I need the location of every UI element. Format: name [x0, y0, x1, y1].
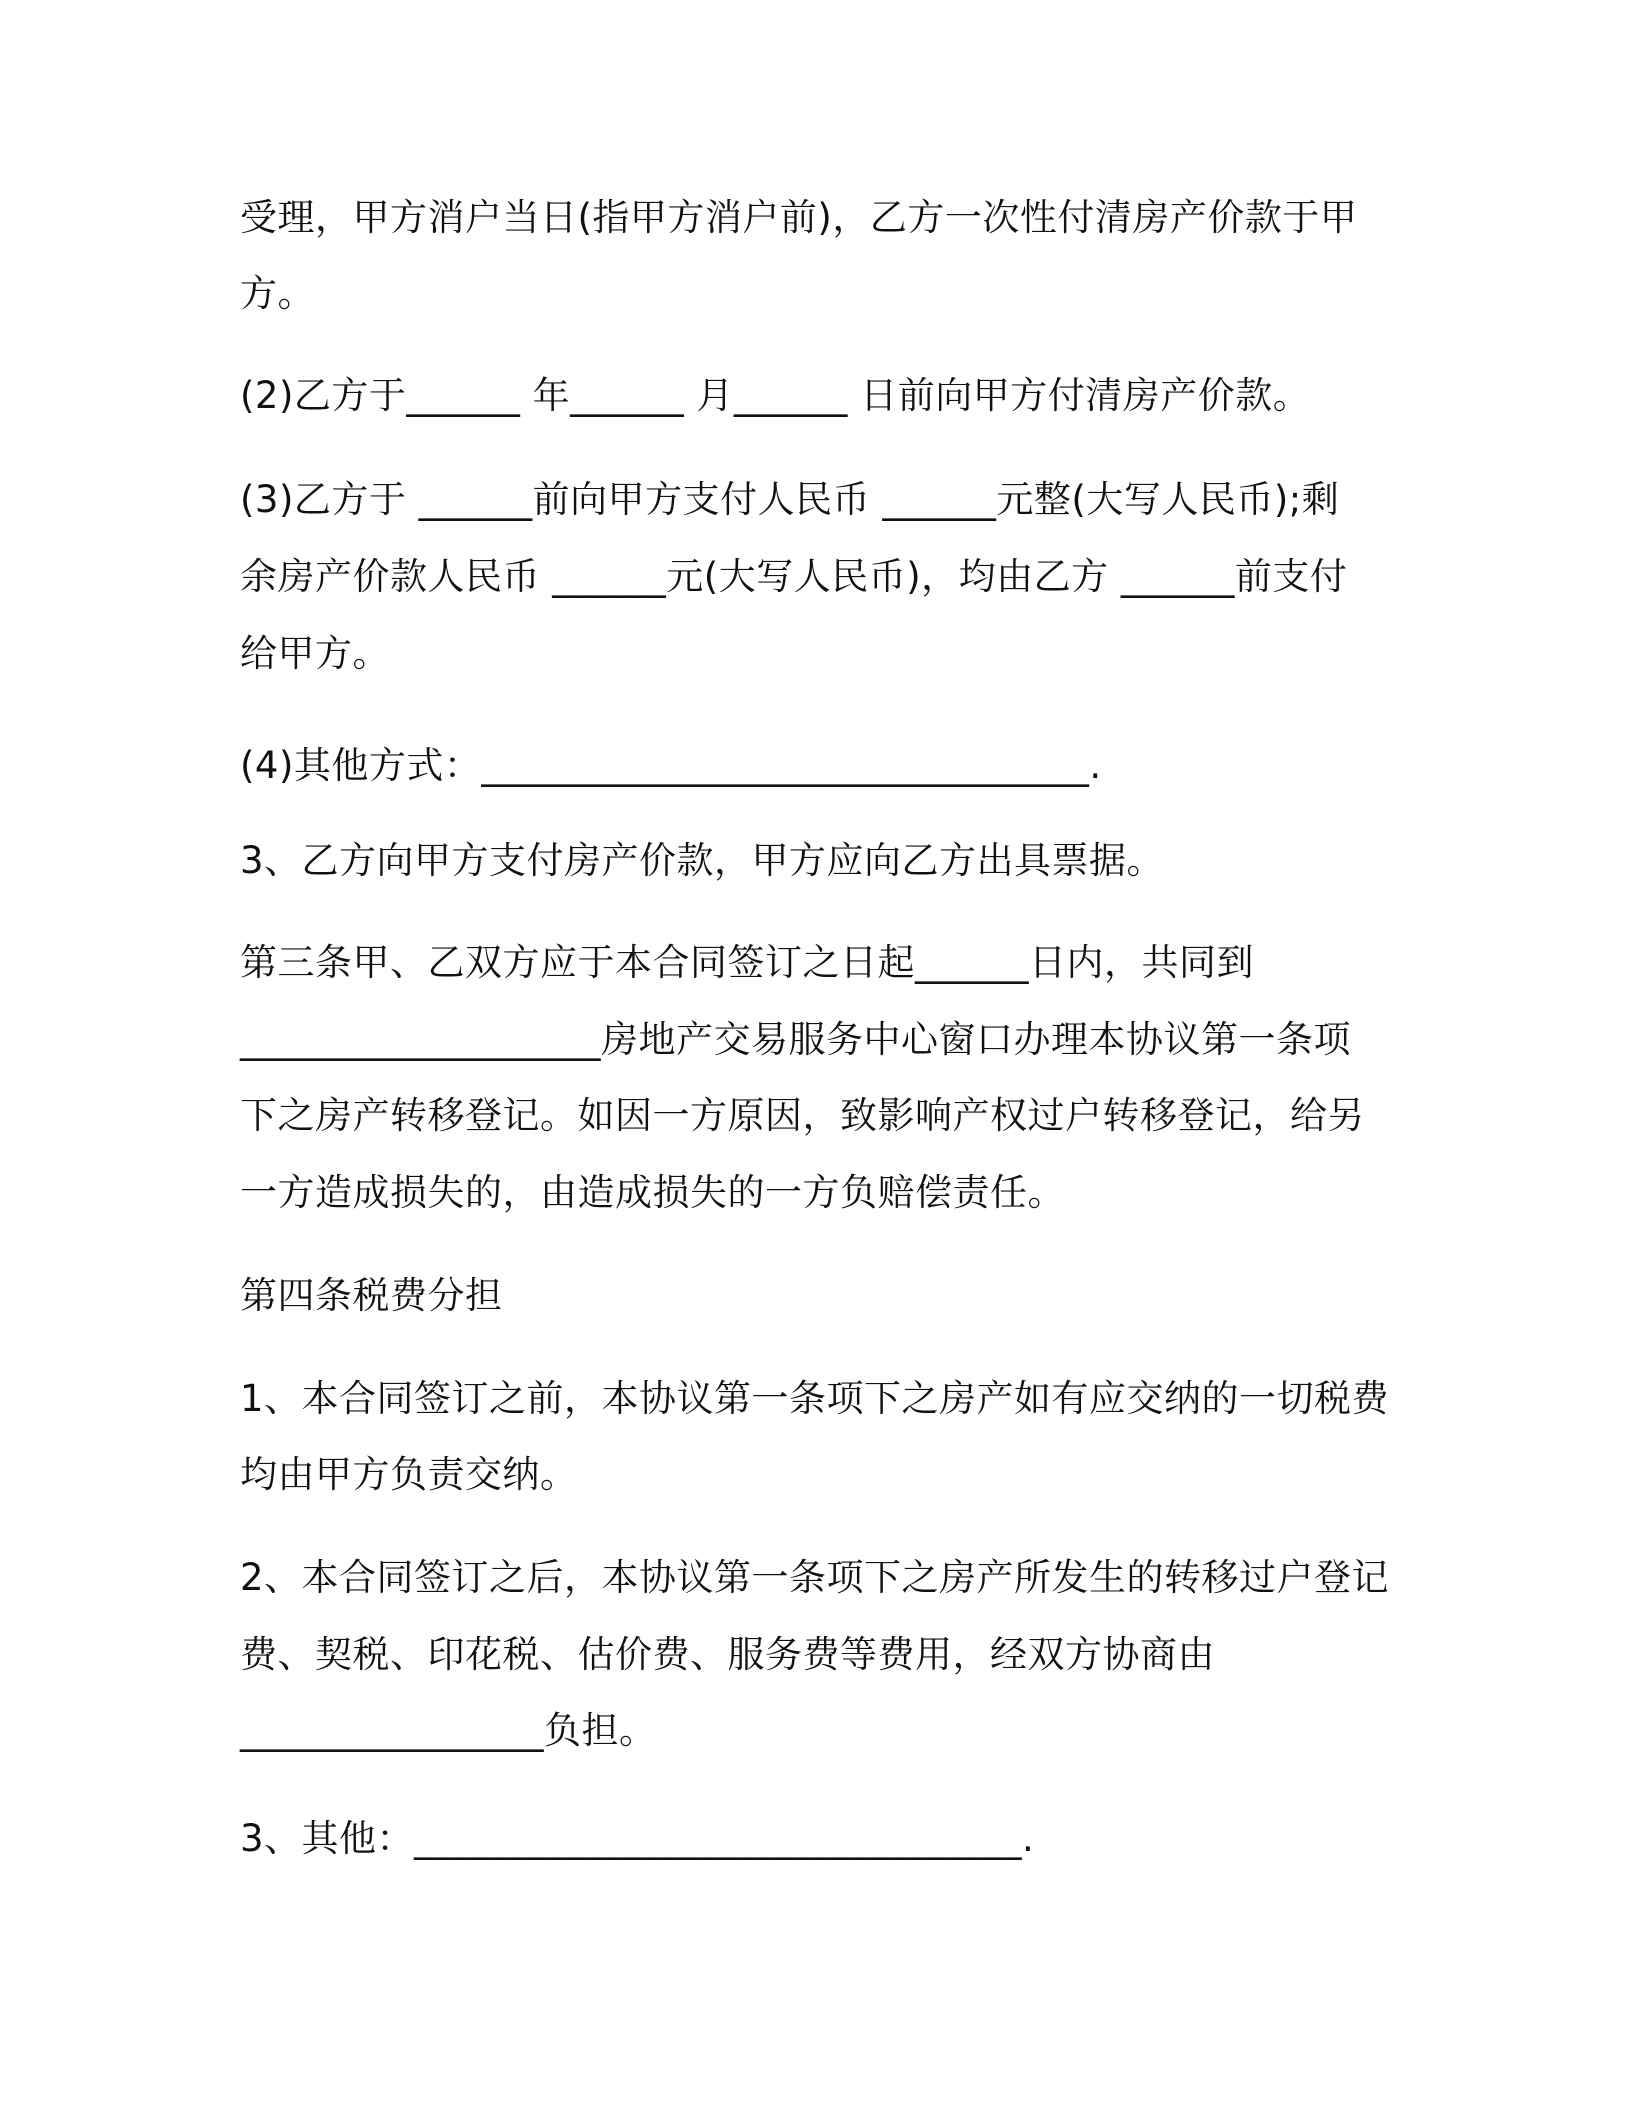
text-line: 下之房产转移登记。如因一方原因，致影响产权过户转移登记，给另: [240, 1094, 1365, 1137]
text-line: 费、契税、印花税、估价费、服务费等费用，经双方协商由: [240, 1633, 1215, 1676]
text-line: (4)其他方式：________________________________.: [240, 744, 1102, 787]
section-heading: 第四条税费分担: [240, 1274, 503, 1317]
text-line: ________________负担。: [240, 1709, 657, 1752]
text-line: 第三条甲、乙双方应于本合同签订之日起______日内，共同到: [240, 941, 1254, 984]
text-line: 受理，甲方消户当日(指甲方消户前)，乙方一次性付清房产价款于甲: [240, 196, 1358, 239]
text-line: 3、乙方向甲方支付房产价款，甲方应向乙方出具票据。: [240, 839, 1165, 882]
text-line: (2)乙方于______ 年______ 月______ 日前向甲方付清房产价款。: [240, 374, 1311, 417]
text-line: 一方造成损失的，由造成损失的一方负赔偿责任。: [240, 1171, 1065, 1214]
text-line: ___________________房地产交易服务中心窗口办理本协议第一条项: [240, 1018, 1351, 1061]
text-line: 1、本合同签订之前，本协议第一条项下之房产如有应交纳的一切税费: [240, 1377, 1390, 1420]
text-line: 方。: [240, 272, 315, 315]
text-line: (3)乙方于 ______前向甲方支付人民币 ______元整(大写人民币);剩: [240, 478, 1340, 521]
text-line: 余房产价款人民币 ______元(大写人民币)，均由乙方 ______前支付: [240, 555, 1348, 598]
text-line: 给甲方。: [240, 632, 390, 675]
text-line: 3、其他：________________________________.: [240, 1817, 1035, 1860]
text-line: 2、本合同签订之后，本协议第一条项下之房产所发生的转移过户登记: [240, 1556, 1390, 1599]
text-line: 均由甲方负责交纳。: [240, 1453, 578, 1496]
